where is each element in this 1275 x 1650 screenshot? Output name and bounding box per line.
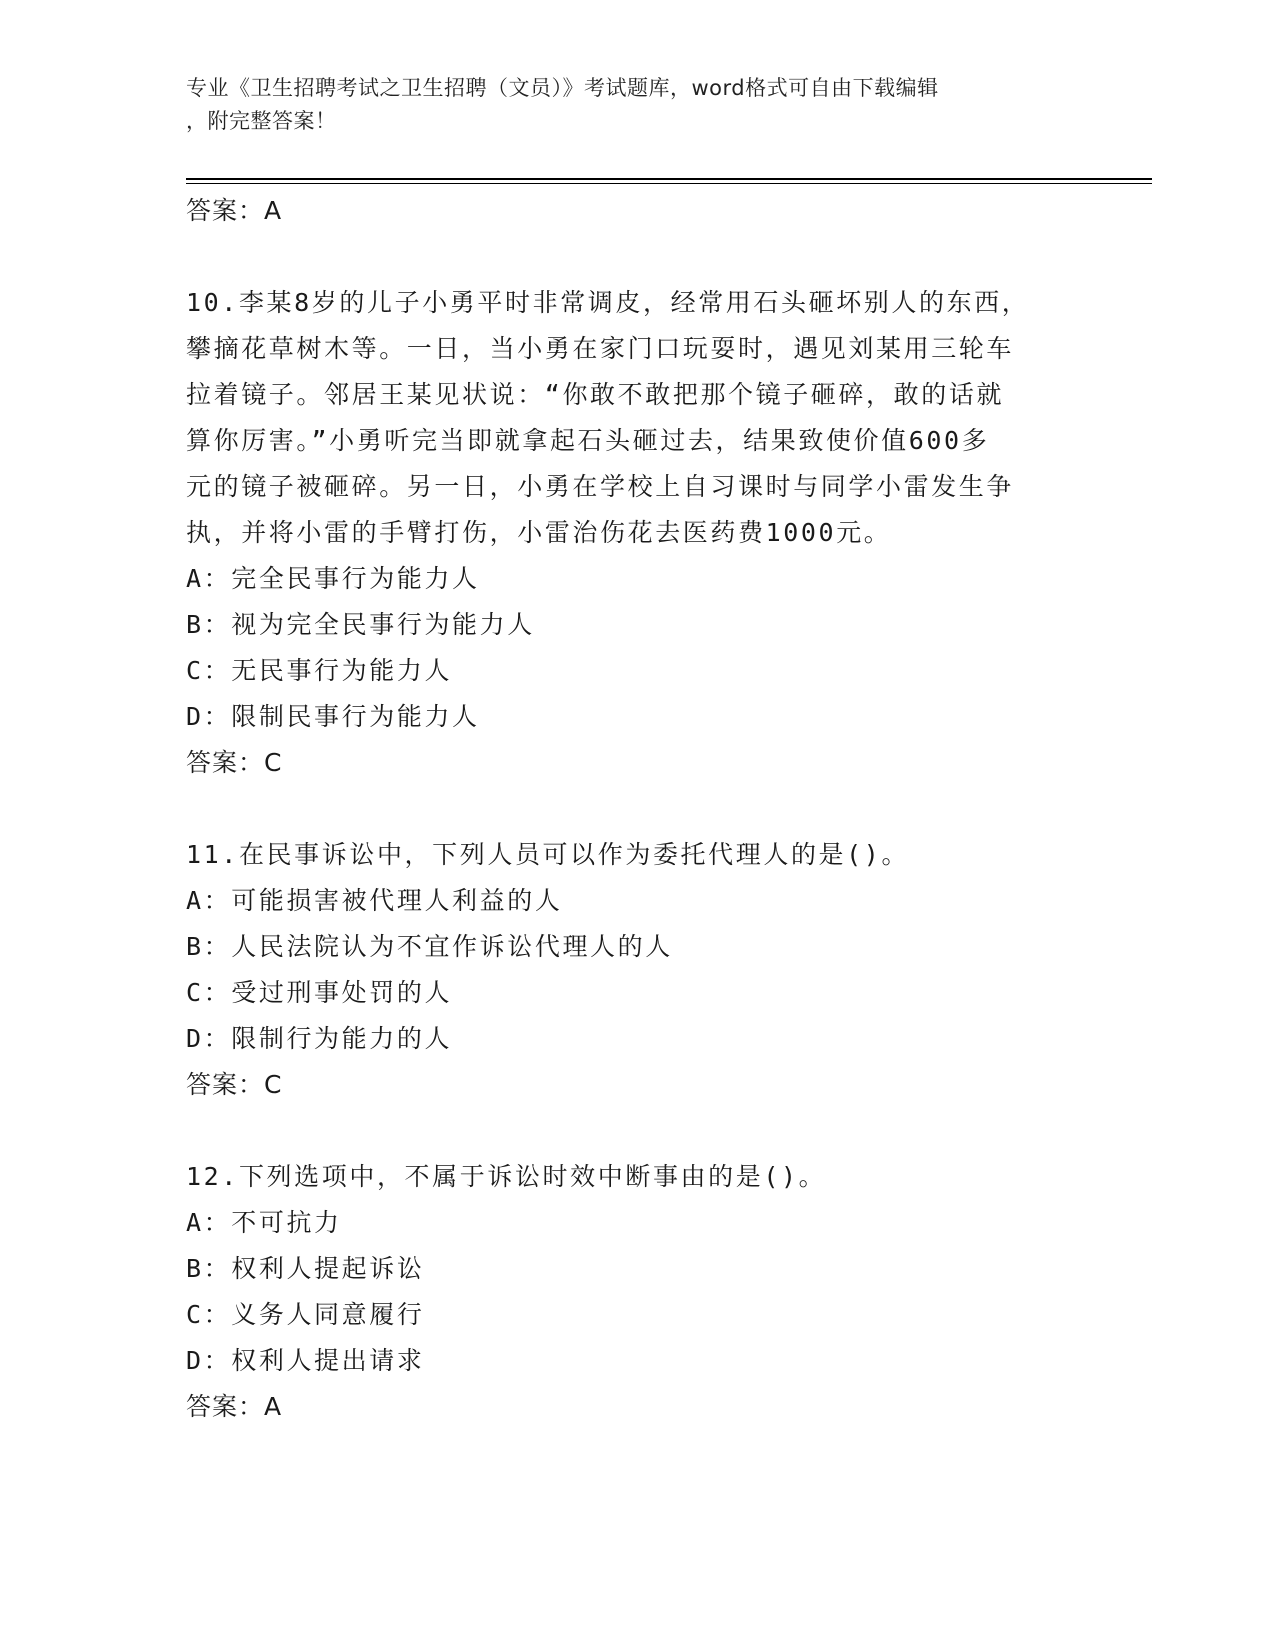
option-d: D：限制行为能力的人 xyxy=(186,1024,453,1053)
option-b: B：视为完全民事行为能力人 xyxy=(186,610,535,639)
question-10 xyxy=(186,280,1086,786)
question-stem-line: 拉着镜子。邻居王某见状说：“你敢不敢把那个镜子砸碎，敢的话就 xyxy=(186,380,1005,409)
option-a: A：完全民事行为能力人 xyxy=(186,564,480,593)
answer: 答案：A xyxy=(186,1392,283,1421)
question-11 xyxy=(186,832,1086,1108)
option-d: D：权利人提出请求 xyxy=(186,1346,425,1375)
question-stem-line: 12.下列选项中，不属于诉讼时效中断事由的是()。 xyxy=(186,1162,827,1191)
question-stem-line: 攀摘花草树木等。一日，当小勇在家门口玩耍时，遇见刘某用三轮车 xyxy=(186,334,1015,363)
option-a: A：不可抗力 xyxy=(186,1208,342,1237)
answer: 答案：C xyxy=(186,748,283,777)
spacer xyxy=(186,786,1086,832)
question-list xyxy=(186,188,1086,1430)
spacer xyxy=(186,1108,1086,1154)
option-c: C：无民事行为能力人 xyxy=(186,656,453,685)
option-b: B：人民法院认为不宜作诉讼代理人的人 xyxy=(186,932,673,961)
spacer xyxy=(186,234,1086,280)
header-line-1: 专业《卫生招聘考试之卫生招聘（文员）》考试题库，word格式可自由下载编辑 xyxy=(186,76,939,100)
option-c: C：义务人同意履行 xyxy=(186,1300,425,1329)
document-header xyxy=(186,72,1066,138)
header-rule-thin xyxy=(186,183,1152,184)
previous-answer: 答案：A xyxy=(186,196,283,225)
option-c: C：受过刑事处罚的人 xyxy=(186,978,453,1007)
question-stem-line: 10.李某8岁的儿子小勇平时非常调皮，经常用石头砸坏别人的东西， xyxy=(186,288,1030,317)
option-b: B：权利人提起诉讼 xyxy=(186,1254,425,1283)
question-stem-line: 执，并将小雷的手臂打伤，小雷治伤花去医药费1000元。 xyxy=(186,518,892,547)
question-stem-line: 11.在民事诉讼中，下列人员可以作为委托代理人的是()。 xyxy=(186,840,910,869)
question-stem-line: 元的镜子被砸碎。另一日，小勇在学校上自习课时与同学小雷发生争 xyxy=(186,472,1015,501)
question-stem-line: 算你厉害。”小勇听完当即就拿起石头砸过去，结果致使价值600多 xyxy=(186,426,990,455)
question-12 xyxy=(186,1154,1086,1430)
header-rule-thick xyxy=(186,178,1152,180)
answer: 答案：C xyxy=(186,1070,283,1099)
option-d: D：限制民事行为能力人 xyxy=(186,702,480,731)
option-a: A：可能损害被代理人利益的人 xyxy=(186,886,563,915)
header-line-2: ，附完整答案！ xyxy=(186,109,337,133)
